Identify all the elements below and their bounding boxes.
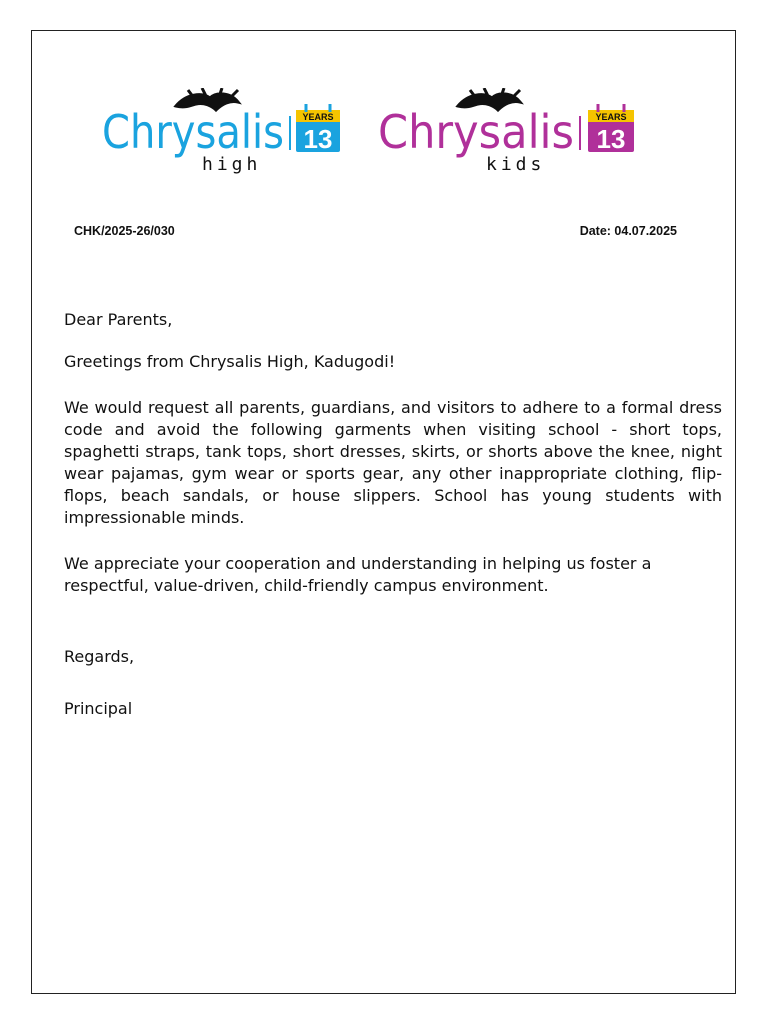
brand-sub: high xyxy=(202,154,262,175)
years-number: 13 xyxy=(303,124,333,154)
reference-number: CHK/2025-26/030 xyxy=(74,224,175,238)
years-label: YEARS xyxy=(302,112,334,122)
appreciation-paragraph: We appreciate your cooperation and understanding in helping us foster a respectful, value-driven, child-friendly campus environment. xyxy=(64,554,652,595)
letter-date: Date: 04.07.2025 xyxy=(579,224,677,238)
brand-sub: kids xyxy=(486,154,546,175)
years-number: 13 xyxy=(596,124,626,154)
closing: Regards, xyxy=(64,647,135,666)
greeting: Greetings from Chrysalis High, Kadugodi! xyxy=(64,352,396,371)
years-label: YEARS xyxy=(595,112,627,122)
brand-name: Chrysalis xyxy=(102,105,284,159)
brand-name: Chrysalis xyxy=(378,105,574,159)
dress-code-paragraph: We would request all parents, guardians, and visitors to adhere to a formal dress code and avoid the following garments when visiting school - short tops, spaghetti straps, tank tops, short dresses, skirts, or shorts above the knee, night wear pajamas, gym wear or sports gear, any other inappropriate clothing, flip-flops, beach sandals, or house slippers. School has young students with impressionable minds. xyxy=(64,398,722,527)
signatory: Principal xyxy=(64,699,133,718)
chrysalis-high-logo xyxy=(98,88,348,176)
salutation: Dear Parents, xyxy=(64,310,173,329)
logo-banner xyxy=(82,88,648,176)
chrysalis-kids-logo xyxy=(374,88,654,176)
